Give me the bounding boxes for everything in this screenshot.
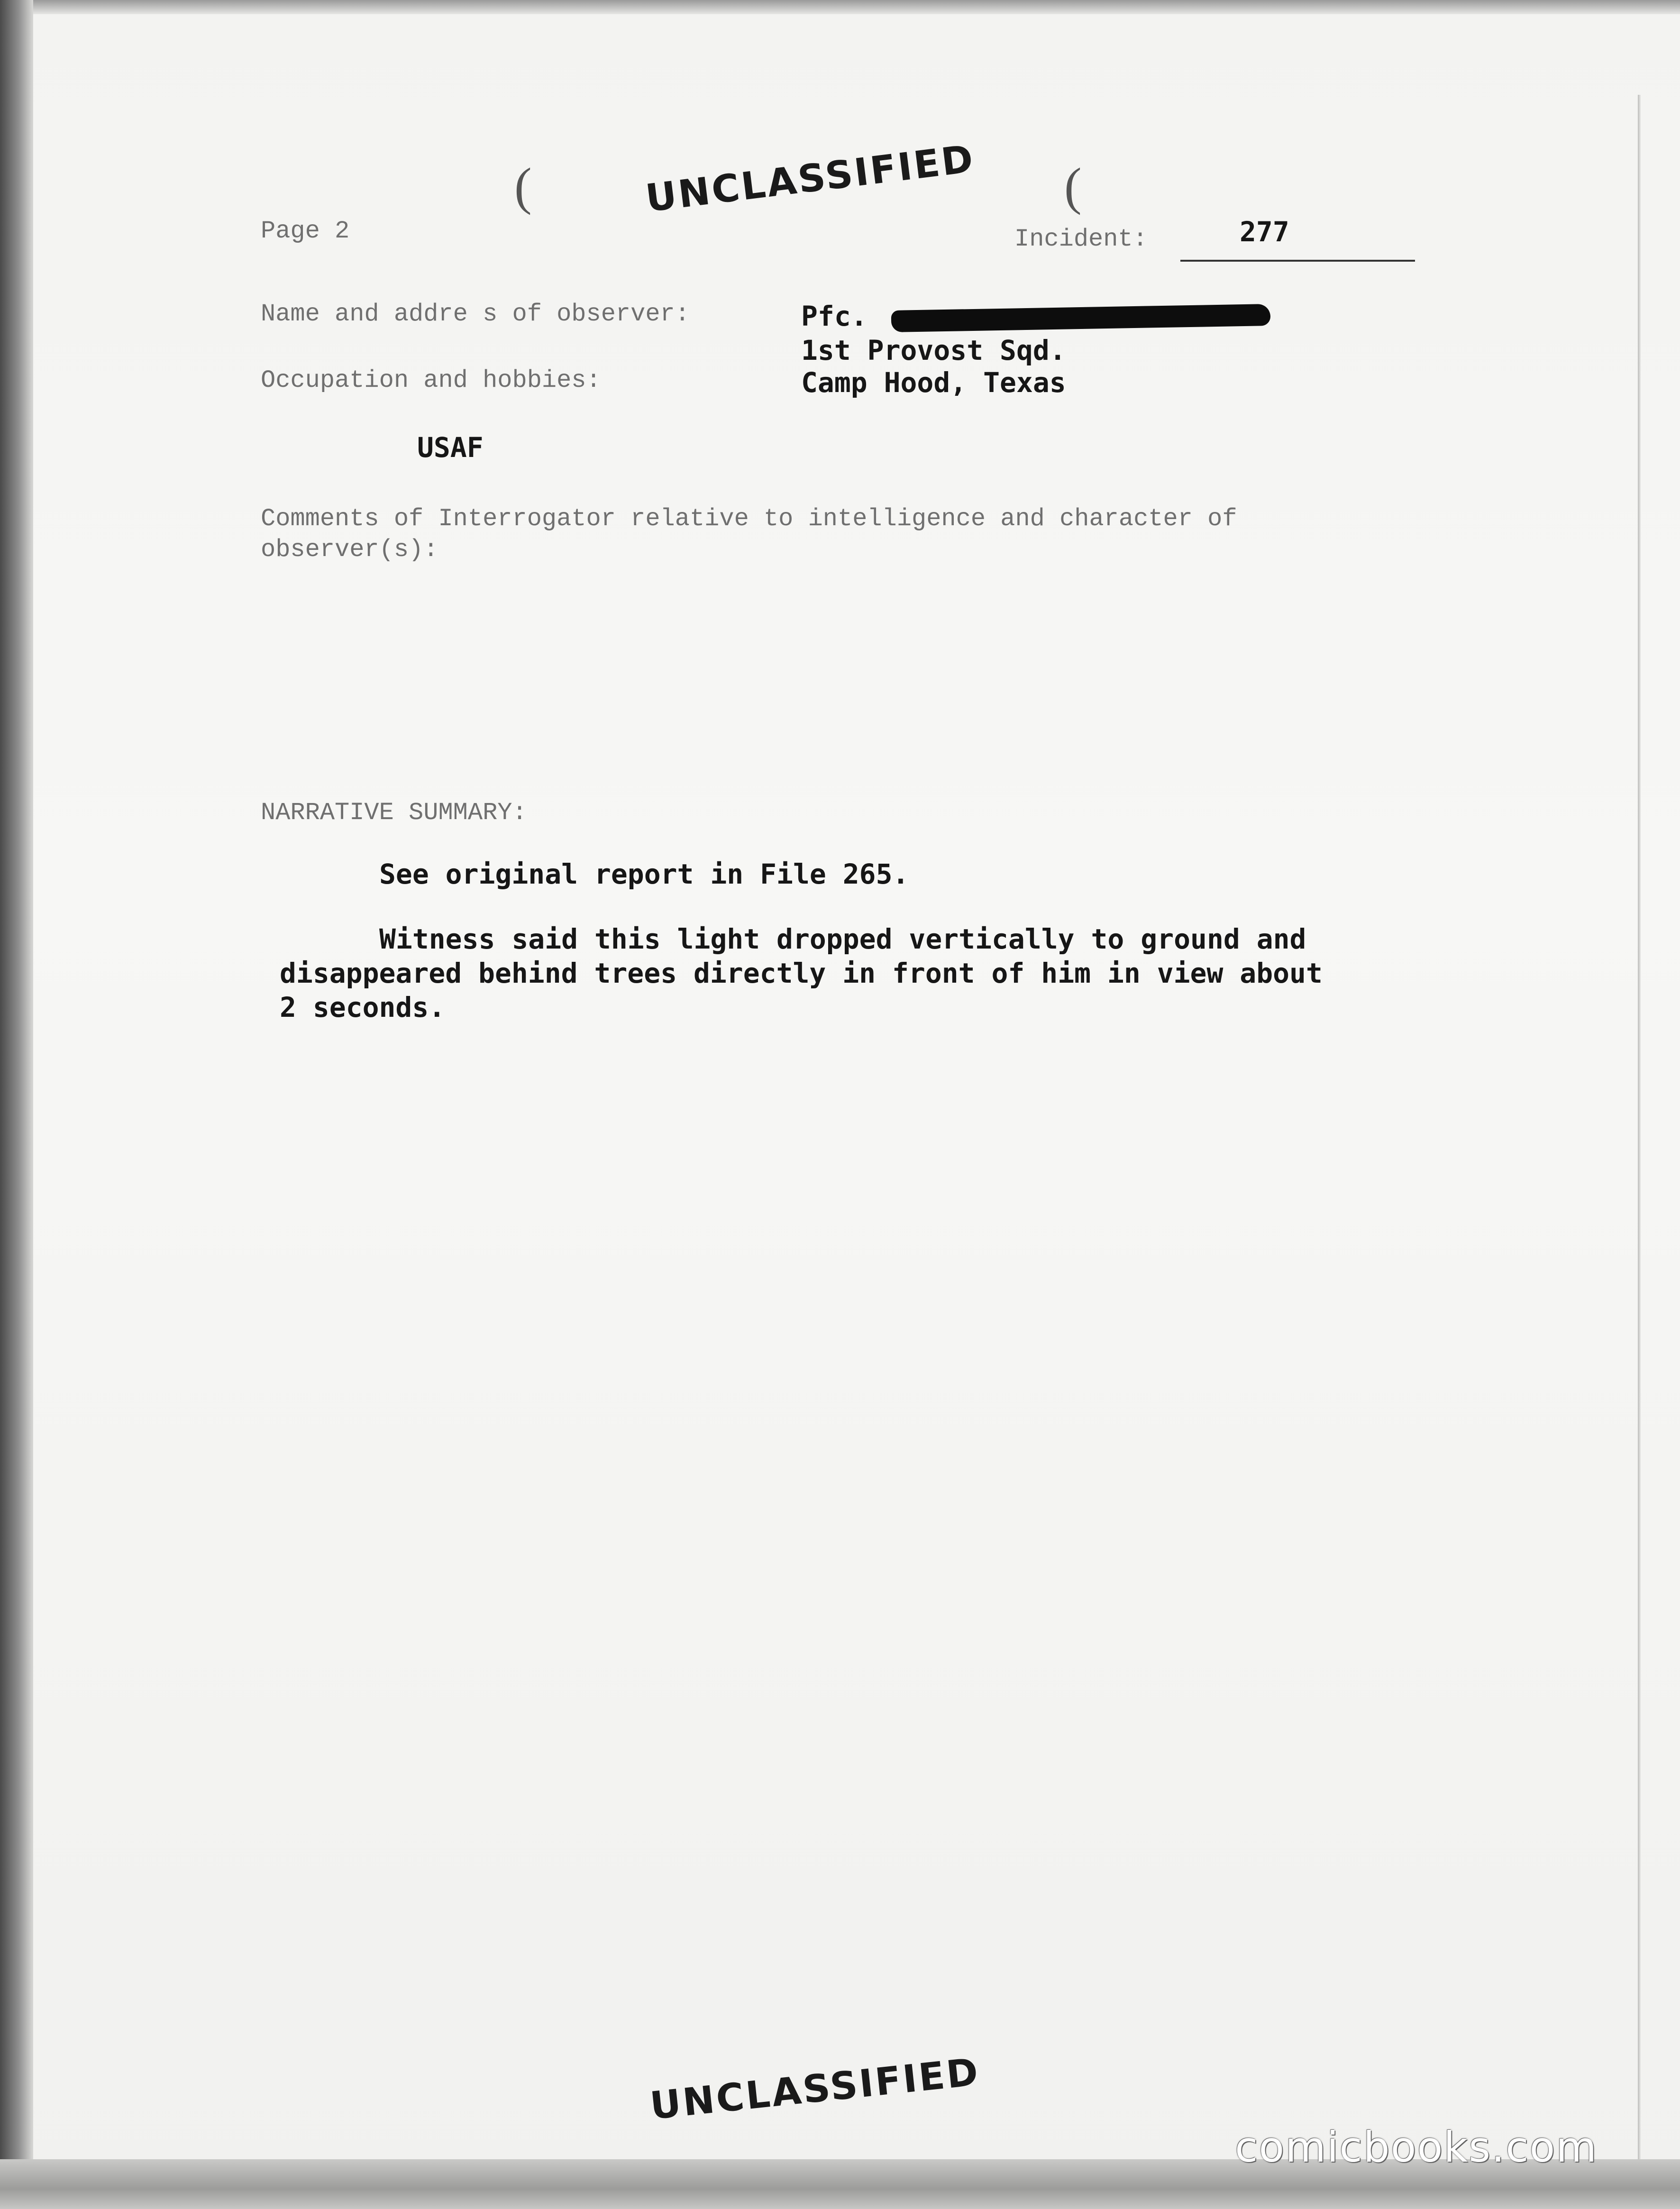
narrative-paragraph-2-line-2: disappeared behind trees directly in front of him in view about (280, 957, 1323, 989)
occupation-value: USAF (417, 431, 484, 464)
page-number: Page 2 (261, 217, 350, 245)
scan-edge-left (0, 0, 33, 2209)
observer-label: Name and addre s of observer: (261, 300, 690, 328)
incident-underline (1180, 260, 1415, 262)
unclassified-stamp-top: UNCLASSIFIED (643, 136, 977, 221)
unclassified-stamp-bottom: UNCLASSIFIED (648, 2049, 982, 2128)
narrative-paragraph-1: See original report in File 265. (379, 858, 909, 890)
page-right-edge (1638, 95, 1641, 2159)
bracket-mark-right: ( (1064, 157, 1082, 215)
bracket-mark-left: ( (514, 157, 532, 215)
observer-name: Pfc. (801, 300, 867, 332)
incident-label: Incident: (1014, 225, 1148, 253)
narrative-paragraph-2-line-3: 2 seconds. (280, 991, 446, 1023)
incident-number: 277 (1240, 216, 1289, 248)
scan-edge-top (0, 0, 1680, 14)
comments-label-line2: observer(s): (261, 536, 438, 564)
occupation-label: Occupation and hobbies: (261, 366, 601, 394)
narrative-paragraph-2-line-1: Witness said this light dropped vertically to ground and (379, 923, 1306, 955)
observer-unit: 1st Provost Sqd. (801, 334, 1066, 366)
observer-location: Camp Hood, Texas (801, 366, 1066, 399)
site-watermark: comicbooks.com (1235, 2123, 1598, 2172)
narrative-heading: NARRATIVE SUMMARY: (261, 799, 527, 827)
comments-label-line1: Comments of Interrogator relative to intelligence and character of (261, 505, 1237, 533)
